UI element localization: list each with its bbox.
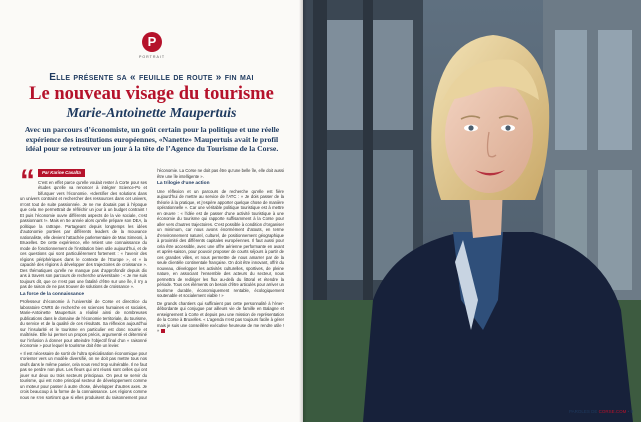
- article-subtitle: Marie-Antoinette Maupertuis: [66, 106, 237, 121]
- paragraph: Professeur d’économie à l’université de Corse et directrice du laboratoire CNRS de recherche en sciences humaines et sociales, Marie-Antoinette Maupertuis a réalisé ainsi de nombreuses publications dans le domaine de l’économie territoriale, du tourisme, du service et de la qualité de ces résultats. Sa réflexion aujourd’hui sur l’insularité et le tourisme en particulier est donc nourrie et maîtrisée. Elle lui permet un propos précis, argumenté et déterminé sur l’infusion à donner pour atteindre l’objectif final d’un « raisonné économie » pour lequel le tourisme doit être un levier.: [20, 299, 147, 348]
- page-gutter: [299, 0, 307, 422]
- subheading: La trilogie d’une action: [157, 181, 210, 186]
- quote-mark-icon: “: [20, 164, 35, 197]
- subheading: La force de la connaissance: [20, 291, 84, 297]
- footer-publication: PAROLES DE: [568, 409, 599, 414]
- section-logo-icon: P: [142, 32, 162, 52]
- left-page: [0, 0, 303, 422]
- byline: Par Karine Casalta: [38, 169, 85, 177]
- section-label: PORTRAIT: [138, 55, 166, 59]
- article-kicker: Elle présente sa « feuille de route » fin mai: [49, 72, 254, 83]
- portrait-photo: [303, 0, 641, 422]
- article-body: [20, 164, 285, 402]
- paragraph: « Il est nécessaire de sortir de l’ultra spécialisation économique pour s’orienter vers un modèle diversifié, on ne doit pas mettre tous nos œufs dans le même panier, cela nous rend trop vulnérable. Il ne faut pas se perdre non plus. Les fleurs qui ont réussi sont celles qui ont jouer sur deux ou trois secteurs principaux. On peut se servir du tourisme, qui est notre principal secteur de développement comme un moteur pour passer à autre chose, développer d’autres axes. Je crois beaucoup à la forme de la connaissance. Les régions comme nous ne s’en sortiront que si elles produisent du raisonnement pour l’économie. La Corse ne doit pas être qu’une belle île, elle doit aussi être une île intelligente ».: [20, 168, 284, 400]
- paragraph: Une réflexion et un parcours de recherche qu’elle est fière aujourd’hui de mettre au service de l’ATC : « Je dois passer de la théorie à la pratique, et j’espère apporter quelque chose de manière opérationnelle ». Car une véritable politique touristique est à mettre en œuvre : « l’idée est de passer d’une activité touristique à une économie du tourisme qui rapporte suffisamment à la Corse pour aller vers d’autres trajectoires. C’est possible à condition d’organiser un minimum, car nous avons énormément d’atouts, en terme d’environnement naturel, culturel, de positionnement géographique à proximité des différents capitales européennes. Il faut aussi pour cela être accessible, avec une offre aérienne performante en avant et après-saison, pour pouvoir proposer de courts séjours à partir de ces grandes villes, et nous permettre de nous amarrer par de la seule clientèle continentale française. On doit être innovant, offrir du nouveau, développer les activités culturelles, sportives, de pleine nature, en associant l’ensemble des acteurs du secteur, nous permettra de rediriger les flux au-delà du littoral et étendre la période. Tous ces éléments on besoin d’être articulés pour arriver un tourisme durable, économiquement rentable, écologiquement soutenable et socialement viable ! »: [157, 188, 285, 298]
- article-title: Le nouveau visage du tourisme: [29, 84, 274, 104]
- paragraph-text: De grands chantiers qui suffiraient pas cette personnalité à l’éner- débordante qui conjugue par ailleurs vie de famille en Balagne et enseignement à Corte et depuis peu une mission de représentation de la Corse à Bruxelles. « L’agenda n’est pas toujours facile à gérer mais je suis une conseillère exécutive heureuse de me rendre utile ! »: [157, 300, 284, 333]
- paragraph: C’est en effet parce qu’elle voulait rester à Corte pour ses études qu’elle va renoncer à intégrer Science-Po et bifurquer vers l’économie. «Identifier des solutions dans un univers contraint et rechercher des ressources dans cet univers, m’ont tout de suite passionnée. Je ne me doutais pas à l’époque que cela me permettrait de réfléchir un jour à un budget contraint ! Et puis l’économie ouvre différents aspects de la vie sociale, c’est passionnant !». Mais en 5e année alors qu’elle prépare son DEA, la politique la rattrape. Partageant depuis longtemps les idées d’autonomie portées par différents leaders de la mouvance nationaliste, elle devient l’attachée parlementaire de Max Simeoni, à Bruxelles. De cette expérience, elle retient une connaissance du mode de fonctionnement de l’institution bien utile aujourd’hui, et de ces questions qui sont particulièrement fortement : « l’avenir des régions périphériques dans le contexte de l’Europe », et « la capacité des régions à développer des trajectoires de croissance ». Des thématiques qu’elle ne manque pas d’approfondir depuis dix ans à travers son parcours de recherche universitaire : « Je me suis toujours dit, que ce n’est pas une fatalité d’être sur une île, il n’y a pas de raison de ne pas trouver de solutions de croissance ».: [20, 179, 147, 289]
- footer-page-number: • 9: [626, 409, 633, 414]
- page-footer: [569, 409, 633, 414]
- article-lead: Avec un parcours d’économiste, un goût certain pour la politique et une réelle expérience des institutions européennes, «Nanette» Maupertuis avait le profil idéal pour se retrouver un jour à la tête de l’Agence du Tourisme de la Corse.: [24, 125, 280, 154]
- paragraph: [157, 301, 284, 334]
- footer-publication-accent: CORSE.COM: [598, 409, 627, 414]
- end-mark-icon: [161, 329, 165, 333]
- right-page: [303, 0, 641, 422]
